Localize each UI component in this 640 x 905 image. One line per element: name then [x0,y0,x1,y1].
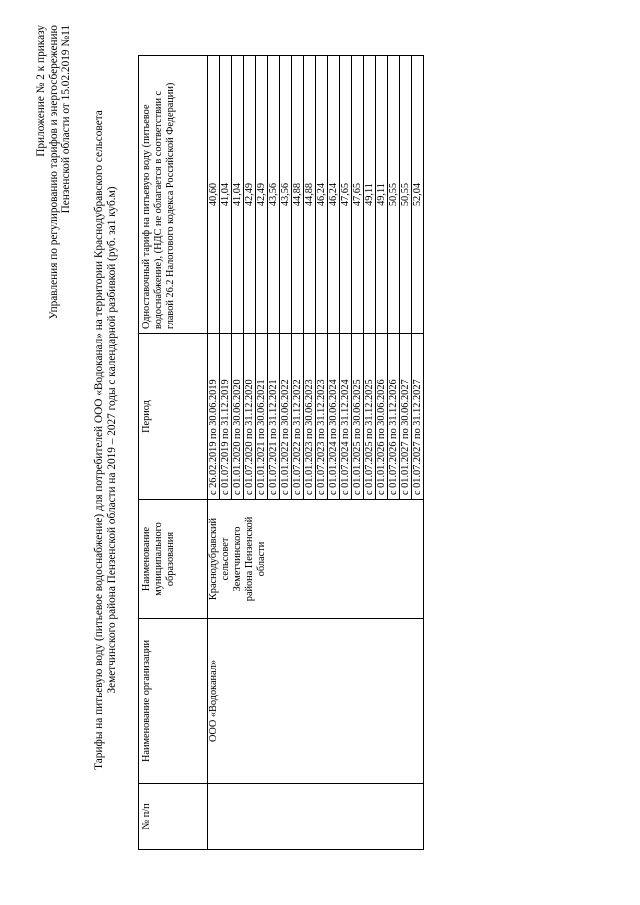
header-num: № п/п [139,784,208,850]
tariff-cell: 43,56 [268,56,280,334]
period-cell: с 01.07.2027 по 31.12.2027 [412,334,424,500]
appendix-line: Управления по регулированию тарифов и энергосбережению [47,25,60,320]
municipality-cell [208,500,424,619]
appendix-line: Приложение № 2 к приказу [35,25,47,157]
period-cell: с 01.01.2027 по 30.06.2027 [400,334,412,500]
tariff-cell: 42,49 [244,56,256,334]
municipality-line: сельсовет [220,537,231,581]
period-cell: с 01.01.2026 по 30.06.2026 [376,334,388,500]
period-cell: с 26.02.2019 по 30.06.2019 [208,334,220,500]
table-row [208,56,220,850]
period-cell: с 01.07.2020 по 31.12.2020 [244,334,256,500]
tariff-cell: 44,88 [292,56,304,334]
tariff-cell: 50,55 [400,56,412,334]
appendix-note [35,25,73,385]
municipality-line: области [256,541,267,577]
period-cell: с 01.07.2021 по 31.12.2021 [268,334,280,500]
period-cell: с 01.07.2024 по 31.12.2024 [340,334,352,500]
tariff-cell: 44,88 [304,56,316,334]
document-title [93,20,118,860]
tariff-cell: 46,24 [316,56,328,334]
tariff-cell: 47,65 [340,56,352,334]
header-municipality: Наименование муниципального образования [139,500,208,619]
period-cell: с 01.01.2025 по 30.06.2025 [352,334,364,500]
period-cell: с 01.07.2019 по 31.12.2019 [220,334,232,500]
municipality-line: Краснодубравский [208,517,219,601]
period-cell: с 01.01.2021 по 30.06.2021 [256,334,268,500]
period-cell: с 01.01.2022 по 30.06.2022 [280,334,292,500]
tariff-table [138,55,424,850]
tariff-cell: 40,60 [208,56,220,334]
header-organization: Наименование организации [139,619,208,784]
tariff-cell: 41,04 [232,56,244,334]
appendix-line: Пензенской области от 15.02.2019 №11 [60,25,73,214]
header-tariff: Одноставочный тариф на питьевую воду (питьевое водоснабжение), (НДС не облагается в соответствии с главой 26.2 Налогового кодекса Российской Федерации) [139,56,208,334]
tariff-cell: 47,65 [352,56,364,334]
tariff-cell: 43,56 [280,56,292,334]
tariff-cell: 46,24 [328,56,340,334]
tariff-cell: 42,49 [256,56,268,334]
municipality-line: района Пензенской [244,516,255,602]
table-body [208,56,424,850]
tariff-cell: 49,11 [376,56,388,334]
period-cell: с 01.01.2020 по 30.06.2020 [232,334,244,500]
period-cell: с 01.07.2025 по 31.12.2025 [364,334,376,500]
table-header-row [139,56,208,850]
title-line: Земетчинского района Пензенской области на 2019 – 2027 годы с календарной разбивкой (руб. за1 куб.м) [105,186,118,694]
tariff-cell: 50,55 [388,56,400,334]
title-line: Тарифы на питьевую воду (питьевое водоснабжение) для потребителей ООО «Водоканал» на территории Краснодубравского сельсовета [93,110,105,770]
municipality-line: Земетчинского [232,526,243,592]
header-period: Период [139,334,208,500]
period-cell: с 01.07.2023 по 31.12.2023 [316,334,328,500]
period-cell: с 01.07.2022 по 31.12.2022 [292,334,304,500]
row-number-cell [208,784,424,850]
period-cell: с 01.01.2024 по 30.06.2024 [328,334,340,500]
tariff-cell: 41,04 [220,56,232,334]
period-cell: с 01.01.2023 по 30.06.2023 [304,334,316,500]
period-cell: с 01.07.2026 по 31.12.2026 [388,334,400,500]
tariff-cell: 49,11 [364,56,376,334]
organization-cell: ООО «Водоканал» [208,619,424,784]
tariff-cell: 52,04 [412,56,424,334]
